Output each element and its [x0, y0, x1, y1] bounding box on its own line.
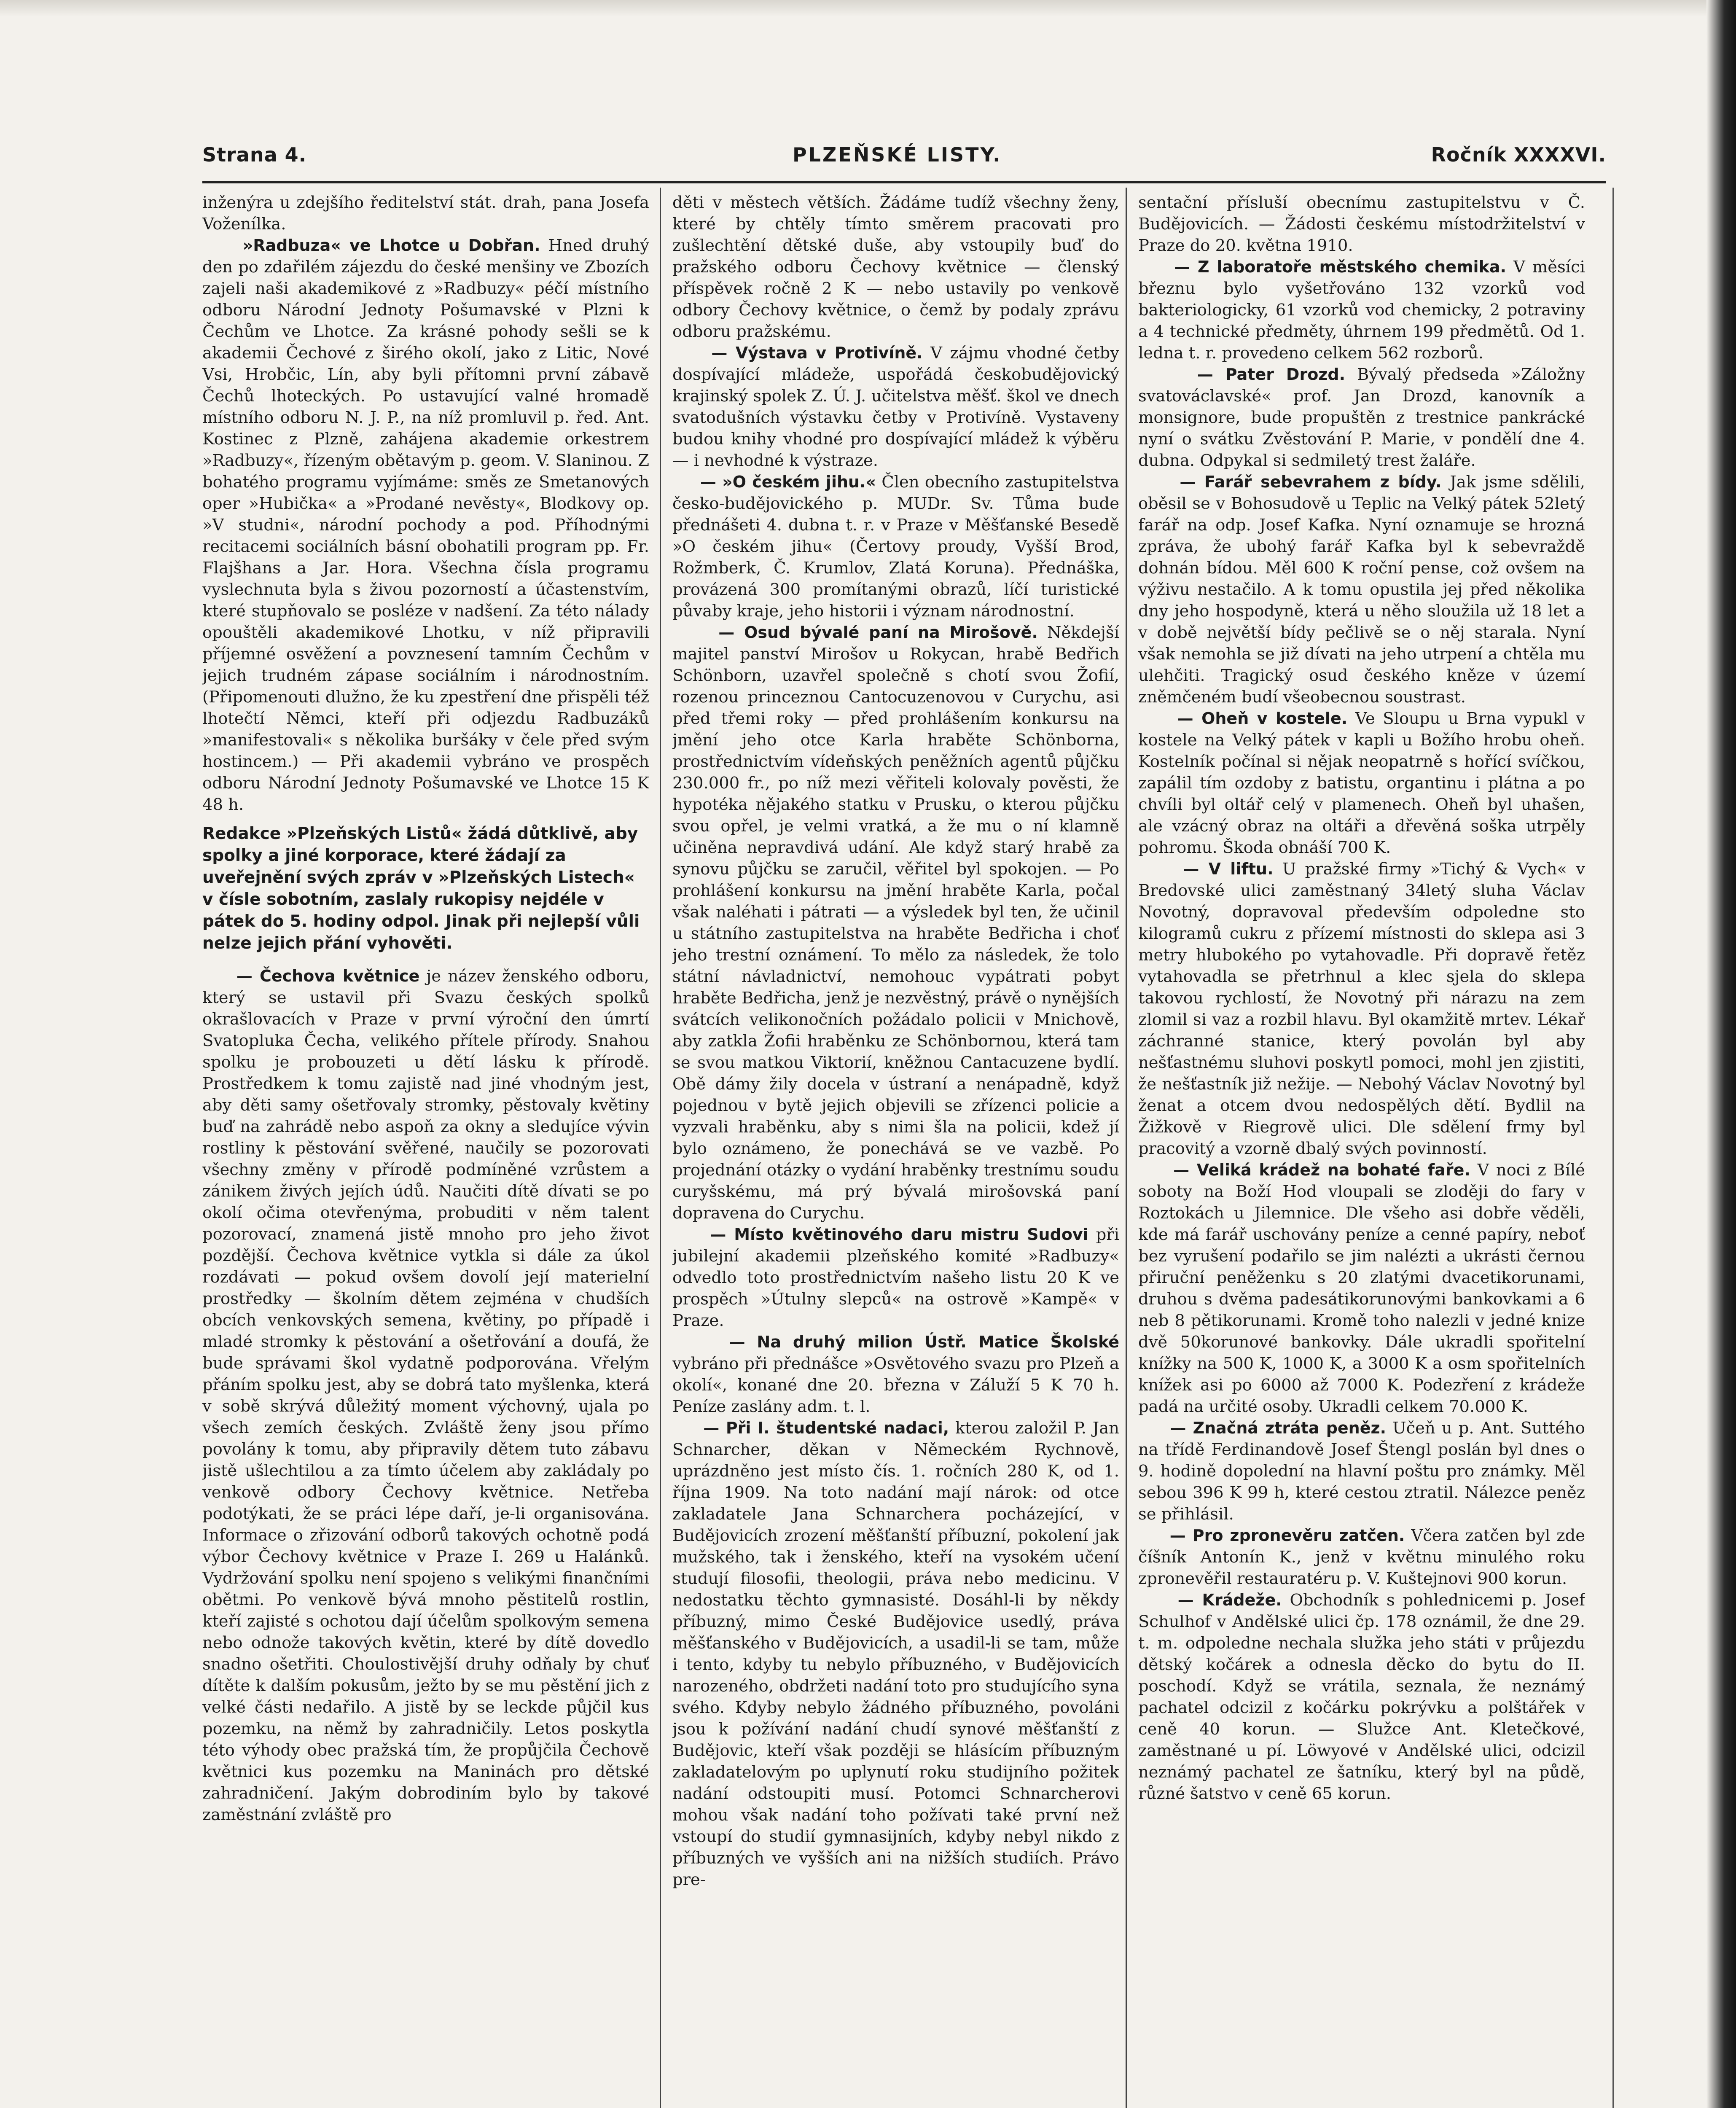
column-divider: [1612, 188, 1614, 2108]
article-headline: — V liftu.: [1183, 860, 1274, 878]
article-text: Obchodník s pohlednicemi p. Josef Schulhof v Andělské ulici čp. 178 oznámil, že dne 29. t. m. odpoledne nechala služka jeho státi v průjezdu dětský kočárek a odnesla děcko do bytu do II. poschodí. Když se vrátila, seznala, že neznámý pachatel odcizil z kočárku pokrývku a polštářek v ceně 40 korun. — Služce Ant. Kletečkové, zaměstnané u pí. Löwyové v Andělské ulici, odcizil neznámý pachatel ze šatníku, který byl na půdě, různé šatstvo v ceně 65 korun.: [1138, 1591, 1585, 1803]
article: [202, 235, 649, 815]
column-3: [1138, 192, 1585, 2108]
article: [202, 965, 649, 1826]
article: [1138, 471, 1585, 708]
article-text: V měsíci březnu bylo vyšetřováno 132 vzorků vod bakteriologicky, 61 vzorků vod chemicky, 2 potraviny a 4 technické předměty, úhrnem 199 předmětů. Od 1. ledna t. r. provedeno celkem 562 rozborů.: [1138, 258, 1585, 363]
column-divider: [660, 188, 661, 2108]
editorial-notice: Redakce »Plzeňských Listů« žádá důtklivě, aby spolky a jiné korporace, které žádají za uveřejnění svých zpráv v »Plzeňských Listech« v čísle sobotním, zaslaly rukopisy nejdéle v pátek do 5. hodiny odpol. Jinak při nejlepší vůli nelze jejich přání vyhověti.: [202, 824, 640, 953]
article-headline: — Oheň v kostele.: [1177, 709, 1348, 728]
newspaper-title: PLZEŇSKÉ LISTY.: [793, 143, 1002, 166]
article-text: Hned druhý den po zdařilém zájezdu do české menšiny ve Zbozích zajeli naši akademikové z »Radbuzy« péčí místního odboru Národní Jednoty Pošumavské v Plzni k Čechům ve Lhotce. Za krásné pohody sešli se k akademii Čechové z širého okolí, jako z Litic, Nové Vsi, Hrobčic, Lín, aby byli přítomni první zábavě Čechů lhoteckých. Po ustavující valné hromadě místního odboru N. J. P., na níž promluvil p. řed. Ant. Kostinec z Plzně, zahájena akademie orkestrem »Radbuzy«, řízeným obětavým p. geom. V. Slaninou. Z bohatého programu vyjímáme: směs ze Smetanových oper »Hubička« a »Prodané nevěsty«, Blodkovy op. »V studni«, národní pochody a pod. Příhodnými recitacemi sociálních básní obohatili program pp. Fr. Flajšhans a Jar. Hora. Všechna čísla programu vyslechnuta byla s živou pozorností a účastenstvím, které stupňovalo se posléze v nadšení. Za této nálady opouštěli akademikové Lhotku, v níž připravili příjemné osvěžení a povznesení tamním Čechům v jejich trudném zápase sociálním i národnostním. (Připomenouti dlužno, že ku zpestření dne přispěli též lhotečtí Němci, kteří při odjezdu Radbuzáků »manifestovali« s několika buršáky v čele před svým hostincem.) — Při akademii vybráno ve prospěch odboru Národní Jednoty Pošumavské ve Lhotce 15 K 48 h.: [202, 236, 649, 814]
article-text: Bývalý předseda »Záložny svatováclavské« prof. Jan Drozd, kanovník a monsignore, bude propuštěn z trestnice pankrácké nyní o svátku Zvěstování P. Marie, v pondělí dne 4. dubna. Odpykal si sedmiletý trest žaláře.: [1138, 365, 1585, 470]
article-headline: — »O českém jihu.«: [700, 473, 876, 491]
article: [1138, 256, 1585, 364]
article: [672, 471, 1119, 622]
article-text: V noci z Bílé soboty na Boží Hod vloupali se zloději do fary v Roztokách u Jilemnice. Dle všeho asi dobře věděli, kde má farář uschovány peníze a cenné papíry, neboť bez vyrušení podařilo se jim nalézti a ukrásti černou přiruční peněženku s 20 zlatými dvacetikorunami, druhou s dvěma padesátikorunovými bankovkami a 6 neb 8 pětikorunami. Kromě toho nalezli v jedné knize dvě 50korunové bankovky. Dále ukradli spořitelní knížky na 500 K, 1000 K, a 3000 K a osm spořitelních knížek asi po 6000 až 7000 K. Podezření z krádeže padá na určité osoby. Ukradli celkem 70.000 K.: [1138, 1161, 1585, 1416]
article-text: Ve Sloupu u Brna vypukl v kostele na Velký pátek v kapli u Božího hrobu oheň. Kostelník počínal si nějak neopatrně s hořící svíčkou, zapálil tím ozdoby z batistu, organtinu i plátna a po chvíli byl oltář celý v plamenech. Oheň byl uhašen, ale vzácný obraz na oltáři a dřevěná soška utrpěly pohromu. Škoda obnáší 700 K.: [1138, 709, 1585, 857]
article-headline: — Značná ztráta peněz.: [1170, 1419, 1387, 1437]
article: [1138, 708, 1585, 858]
column-divider: [1126, 188, 1127, 2108]
article-headline: — Z laboratoře městského chemika.: [1174, 258, 1506, 276]
page-header: [202, 143, 1606, 177]
article: [1138, 192, 1585, 256]
article-text: Včera zatčen byl zde číšník Antonín K., jenž v květnu minulého roku zpronevěřil restauratéru p. V. Kuštejnovi 900 korun.: [1138, 1526, 1585, 1588]
article-text: je název ženského odboru, který se ustavil při Svazu českých spolků okrašlovacích v Praze v první výroční den úmrtí Svatopluka Čecha, velikého přítele přírody. Snahou spolku je probouzeti u dětí lásku k přírodě. Prostředkem k tomu zajistě nad jiné vhodným jest, aby děti samy ošetřovaly stromky, pěstovaly květiny buď na zahrádě nebo aspoň za okny a sledujíce vývin rostliny k pěstování svěřené, naučily se pozorovati všechny změny v přírodě podmíněné vzrůstem a zánikem živých jejích údů. Naučiti dítě dívati se po okolí očima otevřenýma, probuditi v něm talent pozorovací, znamená jistě mnoho pro jeho život pozdější. Čechova květnice vytkla si dále za úkol rozdávati — pokud ovšem dovolí její materielní prostředky — školním dětem zejména v chudších obcích venkovských semena, květiny, po případě i mladé stromky k pěstování a ošetřování a doufá, že bude správami škol vydatně podporována. Vřelým přáním spolku jest, aby se dobrá tato myšlenka, která v sobě skrývá důležitý moment výchovný, ujala po všech zemích českých. Zvláště ženy jsou přímo povolány k tomu, aby připravily dětem tuto zábavu jistě ušlechtilou a za tímto účelem aby zakládaly po venkově odbory Čechovy květnice. Netřeba podotýkati, že se práci lépe daří, je-li organisována. Informace o zřizování odborů takových ochotně podá výbor Čechovy květnice v Praze I. 269 u Halánků. Vydržování spolku není spojeno s velikými finančními obětmi. Po venkově bývá mnoho pěstitelů rostlin, kteří zajisté s ochotou dají účelům spolkovým semena nebo odnože takových květin, které by dítě dovedlo snadno ošetřiti. Choulostivější druhy odňaly by chuť dítěte k dalším pokusům, ježto by se mu pěstění jich z velké části nedařilo. A jistě by se leckde půjčil kus pozemku, na němž by zahradničily. Letos poskytla této výhody obec pražská tím, že propůjčila Čechově květnici kus pozemku na Maninách pro dětské zahradničení. Jakým dobrodiním bylo by takové zaměstnání zvláště pro: [202, 967, 649, 1824]
article-text: Jak jsme sdělili, oběsil se v Bohosudově u Teplic na Velký pátek 52letý farář na odp. Josef Kafka. Nyní oznamuje se hrozná zpráva, že ubohý farář Kafka byl k sebevraždě dohnán bídou. Měl 600 K roční pense, což ovšem na výživu nestačilo. A k tomu opustila jej před několika dny jeho hospodyně, která u něho sloužila už 18 let a v době největší bídy pečlivě se o něj starala. Nyní však nemohla se již dívati na jeho utrpení a chtěla mu ulehčiti. Tragický osud českého kněze v území zněmčeném budí všeobecnou soustrast.: [1138, 473, 1585, 707]
article: [672, 1224, 1119, 1331]
volume-number: Ročník XXXXVI.: [1431, 143, 1606, 166]
article: [1138, 1589, 1585, 1804]
page-number: Strana 4.: [202, 143, 307, 166]
article: [672, 192, 1119, 342]
article-headline: — Místo květinového daru mistru Sudovi: [710, 1225, 1088, 1244]
article-text: vybráno při přednášce »Osvětového svazu pro Plzeň a okolí«, konané dne 20. března v Záluží 5 K 70 h. Peníze zaslány adm. t. l.: [672, 1354, 1119, 1416]
article: [672, 1417, 1119, 1890]
column-2: [672, 192, 1119, 2108]
article-text: sentační přísluší obecnímu zastupitelstvu v Č. Budějovicích. — Žádosti českému místodržitelství v Praze do 20. května 1910.: [1138, 193, 1585, 255]
article-text: Někdejší majitel panství Mirošov u Rokycan, hrabě Bedřich Schönborn, uzavřel společně s chotí svou Žofií, rozenou princeznou Cantocuzenovou v Curychu, asi před třemi roky — před prohlášením konkursu na jmění jeho otce Karla hraběte Schönborna, prostřednictvím vídeňských peněžních agentů půjčku 230.000 fr., po níž mezi věřiteli kolovaly pověsti, že hypotéka nějakého statku v Prusku, o kterou půjčku svou opřel, je velmi vratká, a že mu o ní klamně učiněna nepravdivá udání. Ale když starý hrabě za synovu půjčku se zaručil, věřitel byl spokojen. — Po prohlášení konkursu na jmění hraběte Karla, počal však naléhati i pátrati — a výsledek byl ten, že učinil u státního zastupitelstva na hraběte Bedřicha i choť jeho trestní oznámení. To mělo za následek, že tolo státní návladnictví, nemohouc vypátrati pobyt hraběte Bedřicha, jenž je nezvěstný, právě o nynějších svátcích velikonočních požádalo policii v Mnichově, aby zatkla Žofii hraběnku ze Schönbornou, která tam se svou matkou Viktorií, kněžnou Cantacuzene bydlí. Obě dámy žily docela v ústraní a nenápadně, když pojednou v bytě jejich objevili se zřízenci policie a vyzvali hraběnku, aby s nimi šla na policii, kdež jí bylo oznámeno, že ponechává se ve vazbě. Po projednání otázky o vydání hraběnky trestnímu soudu curyšskému, má prý bývalá mirošovská paní dopravena do Curychu.: [672, 623, 1119, 1223]
article: [1138, 1525, 1585, 1589]
article-text: inženýra u zdejšího ředitelství stát. drah, pana Josefa Voženílka.: [202, 193, 649, 234]
article: [202, 192, 649, 235]
article-text: Člen obecního zastupitelstva česko-budějovického p. MUDr. Sv. Tůma bude přednášeti 4. dubna t. r. v Praze v Měšťanské Besedě »O českém jihu« (Čertovy proudy, Vyšší Brod, Rožmberk, Č. Krumlov, Zlatá Koruna). Přednáška, provázená 300 promítanými obrazů, líčí turistické půvaby kraje, jeho historii i význam národnostní.: [672, 473, 1119, 621]
article-headline: — Při I. študentské nadaci,: [703, 1419, 949, 1437]
article: [672, 622, 1119, 1224]
article-headline: — Pater Drozd.: [1197, 365, 1346, 384]
article-headline: — Farář sebevrahem z bídy.: [1180, 473, 1442, 491]
header-rule: [202, 181, 1606, 183]
article-text: Učeň u p. Ant. Suttého na třídě Ferdinandově Josef Štengl poslán byl dnes o 9. hodině dopolední na hlavní poštu pro známky. Měl sebou 396 K 99 h, které cestou ztratil. Nálezce peněz se přihlásil.: [1138, 1419, 1585, 1524]
article-headline: — Osud bývalé paní na Mirošově.: [718, 623, 1038, 642]
article: [1138, 1417, 1585, 1525]
article-headline: — Krádeže.: [1177, 1591, 1282, 1609]
article-headline: — Výstava v Protivíně.: [711, 344, 923, 362]
article-text: U pražské firmy »Tichý & Vych« v Bredovské ulici zaměstnaný 34letý sluha Václav Novotný, dopravoval především odpoledne sto kilogramů cukru z přízemí místnosti do sklepa asi 3 metry hlubokého po vytahovadle. Při dopravě řetěz vytahovadla se přetrhnul a klec sjela do sklepa takovou rychlostí, že Novotný při nárazu na zem zlomil si vaz a rozbil hlavu. Byl okamžitě mrtev. Lékař záchranné stanice, který povolán byl aby nešťastnému sluhovi poskytl pomoci, mohl jen zjistiti, že nešťastník již nežije. — Nebohý Václav Novotný byl ženat a otcem dvou nedospělých dětí. Bydlil na Žižkově v Riegrově ulici. Dle sdělení frmy byl pracovitý a vzorně dbalý svých povinností.: [1138, 860, 1585, 1158]
article: [1138, 858, 1585, 1159]
column-1: [202, 192, 649, 2108]
article-text: V zájmu vhodné četby dospívající mládeže, uspořádá českobudějovický krajinský spolek Z. Ú. J. učitelstva měšť. škol ve dnech svatodušních výstavku četby v Protivíně. Vystaveny budou knihy vhodné pro dospívající mládež k výběru — i nevhodné k výstraze.: [672, 344, 1119, 470]
article: [672, 342, 1119, 471]
article-headline: — Pro zpronevěru zatčen.: [1169, 1526, 1405, 1545]
article-headline: — Čechova květnice: [236, 967, 420, 985]
article-text: děti v městech větších. Žádáme tudíž všechny ženy, které by chtěly tímto směrem pracovati pro zušlechtění dětské duše, aby vstoupily buď do pražského odboru Čechovy květnice — členský příspěvek ročně 2 K — nebo ustavily po venkově odbory Čechovy květnice, o čemž by podaly zprávu odboru pražskému.: [672, 193, 1119, 341]
article: [1138, 1159, 1585, 1417]
article: [672, 1331, 1119, 1417]
article-headline: — Na druhý milion Ústř. Matice Školské: [729, 1333, 1119, 1351]
scan-edge-top: [0, 0, 1736, 17]
article-headline: »Radbuza« ve Lhotce u Dobřan.: [242, 236, 540, 255]
scan-edge-right: [1706, 0, 1736, 2108]
article-headline: — Veliká krádež na bohaté faře.: [1173, 1161, 1470, 1179]
article: [1138, 364, 1585, 471]
article-text: kterou založil P. Jan Schnarcher, děkan v Německém Rychnově, uprázdněno jest místo čís. 1. ročních 280 K, od 1. října 1909. Na toto nadání mají nárok: od otce zakladatele Jana Schnarchera pocházející, v Budějovicích zrození měšťanští příbuzní, pokolení jak mužského, tak i ženského, kteří na vysokém učení studují filosofii, theologii, práva nebo medicinu. V nedostatku těchto gymnasisté. Dosáhl-li by někdy příbuzný, mimo České Budějovice usedlý, práva měšťanského v Budějovicích, a usadil-li se tam, může i tento, kdyby tu nebylo příbuzného, v Budějovicích narozeného, obdržeti nadání toto pro studujícího syna svého. Kdyby nebylo žádného příbuzného, povoláni jsou k požívání nadání chudí synové měšťanští z Budějovic, kteří však později se hlásícím příbuzným zakladatelovým po uplynutí roku studijního požitek nadání odstoupiti musí. Potomci Schnarcherovi mohou však nadání toho požívati také první než vstoupí do studií gymnasijních, kdyby nebyl nikdo z příbuzných ve vyšších ani na nižších studiích. Právo pre-: [672, 1419, 1119, 1889]
article-text: při jubilejní akademii plzeňského komité »Radbuzy« odvedlo toto prostřednictvím našeho listu 20 K ve prospěch »Útulny slepců« na ostrově »Kampě« v Praze.: [672, 1225, 1119, 1330]
